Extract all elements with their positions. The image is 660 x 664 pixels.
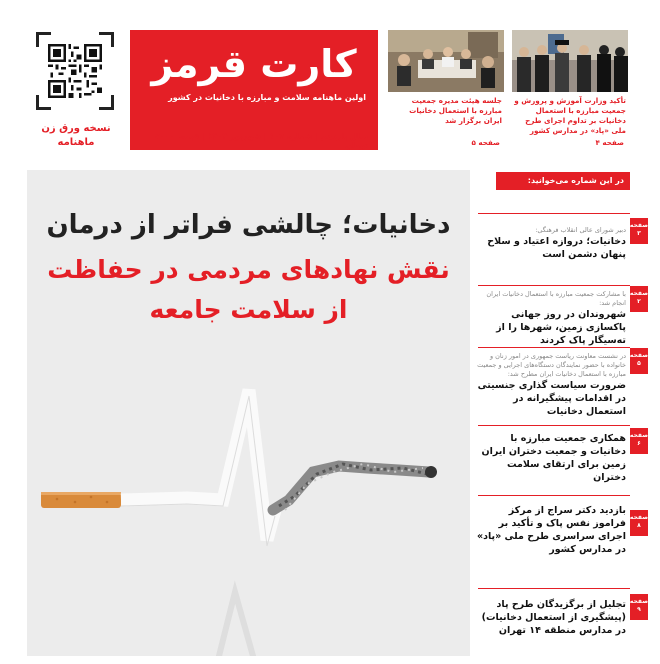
top-story-1-caption: جلسه هیئت مدیره جمعیت مبارزه با استعمال دخانیات ایران برگزار شد — [409, 96, 502, 125]
sidebar-divider — [478, 285, 630, 286]
top-story-2-caption: تأکید وزارت آموزش و پرورش و جمعیت مبارزه با استعمال دخانیات بر تداوم اجرای طرح ملی «پاد» در مدارس کشور — [514, 96, 626, 135]
sidebar-item-4[interactable] — [476, 432, 626, 484]
sidebar-item-intro: دبیر شورای عالی انقلاب فرهنگی: — [535, 226, 626, 234]
sidebar-item-title: دخانیات؛ دروازه اعتیاد و سلاح پنهان دشمن است — [487, 236, 626, 260]
sidebar-item-title: ضرورت سیاست گذاری جنسیتی در اقدامات پیشگیرانه در استعمال دخانیات — [477, 380, 626, 417]
sidebar-item-intro: در نشست معاونت ریاست جمهوری در امور زنان و خانواده با حضور نمایندگان دستگاه‌های اجرایی و جمعیت مبارزه با استعمال دخانیات ایران مطرح شد: — [477, 352, 626, 378]
top-story-1-page: صفحه ۵ — [471, 138, 500, 147]
sidebar-item-title: بازدید دکتر سراج از مرکز فراموز نفس پاک و تأکید بر اجرای سراسری طرح ملی «پاد» در مدارس کشور — [476, 505, 626, 555]
qr-label-line1: نسخه ورق زن — [41, 123, 111, 134]
sidebar-item-2[interactable] — [476, 290, 626, 347]
cover-story[interactable] — [27, 170, 470, 656]
in-this-issue-heading: در این شماره می‌خوانید: — [496, 172, 630, 190]
sidebar-item-6[interactable] — [476, 598, 626, 637]
cover-subhead — [27, 250, 470, 330]
qr-label-line2: ماهنامه — [57, 137, 95, 148]
sidebar-divider — [478, 347, 630, 348]
cover-headline: دخانیات؛ چالشی فراتر از درمان — [46, 210, 451, 240]
sidebar-item-3[interactable] — [476, 352, 626, 418]
sidebar-divider — [478, 425, 630, 426]
sidebar-divider — [478, 495, 630, 496]
cigarette-heartbeat-illustration — [27, 360, 470, 656]
sidebar-divider — [478, 213, 630, 214]
sidebar-divider — [478, 588, 630, 589]
top-story-2[interactable] — [512, 30, 628, 150]
sidebar-item-1-page: صفحه ۳ — [630, 218, 648, 244]
top-story-1[interactable] — [388, 30, 504, 150]
sidebar-item-5-page: صفحه ۸ — [630, 510, 648, 536]
sidebar-item-title: شهروندان در روز جهانی پاکسازی زمین، شهرها را از ته‌سیگار پاک کردند — [496, 309, 626, 346]
officials-photo — [512, 30, 628, 92]
sidebar-item-title: تجلیل از برگزیدگان طرح پاد (پیشگیری از استعمال دخانیات) در مدارس منطقه ۱۴ تهران — [481, 599, 626, 636]
masthead-logo: کارت قرمز — [151, 42, 357, 86]
sidebar-item-title: همکاری جمعیت مبارزه با دخانیات و جمعیت دختران ایران زمین برای ارتقای سلامت دختران — [481, 433, 626, 483]
sidebar-item-1[interactable] — [476, 226, 626, 261]
cover-subhead-line1: نقش نهادهای مردمی در حفاظت — [47, 255, 450, 284]
qr-label — [36, 122, 116, 150]
sidebar-item-3-page: صفحه ۵ — [630, 348, 648, 374]
issue-info: سال یازدهم | شماره ۱۰۷ | شهریور ۱۴۰۴ | قیمت ۲۰۰۰ تومان — [154, 132, 368, 150]
masthead-subtitle: اولین ماهنامه سلامت و مبارزه با دخانیات در کشور — [168, 93, 366, 102]
sidebar-item-6-page: صفحه ۹ — [630, 594, 648, 620]
sidebar-item-5[interactable] — [476, 504, 626, 556]
qr-code[interactable] — [48, 44, 102, 98]
sidebar-item-intro: با مشارکت جمعیت مبارزه با استعمال دخانیات ایران انجام شد: — [486, 290, 626, 307]
meeting-photo — [388, 30, 504, 92]
sidebar-item-2-page: صفحه ۲ — [630, 286, 648, 312]
top-story-2-page: صفحه ۴ — [595, 138, 624, 147]
sidebar-item-4-page: صفحه ۶ — [630, 428, 648, 454]
cover-subhead-line2: از سلامت جامعه — [149, 295, 348, 324]
